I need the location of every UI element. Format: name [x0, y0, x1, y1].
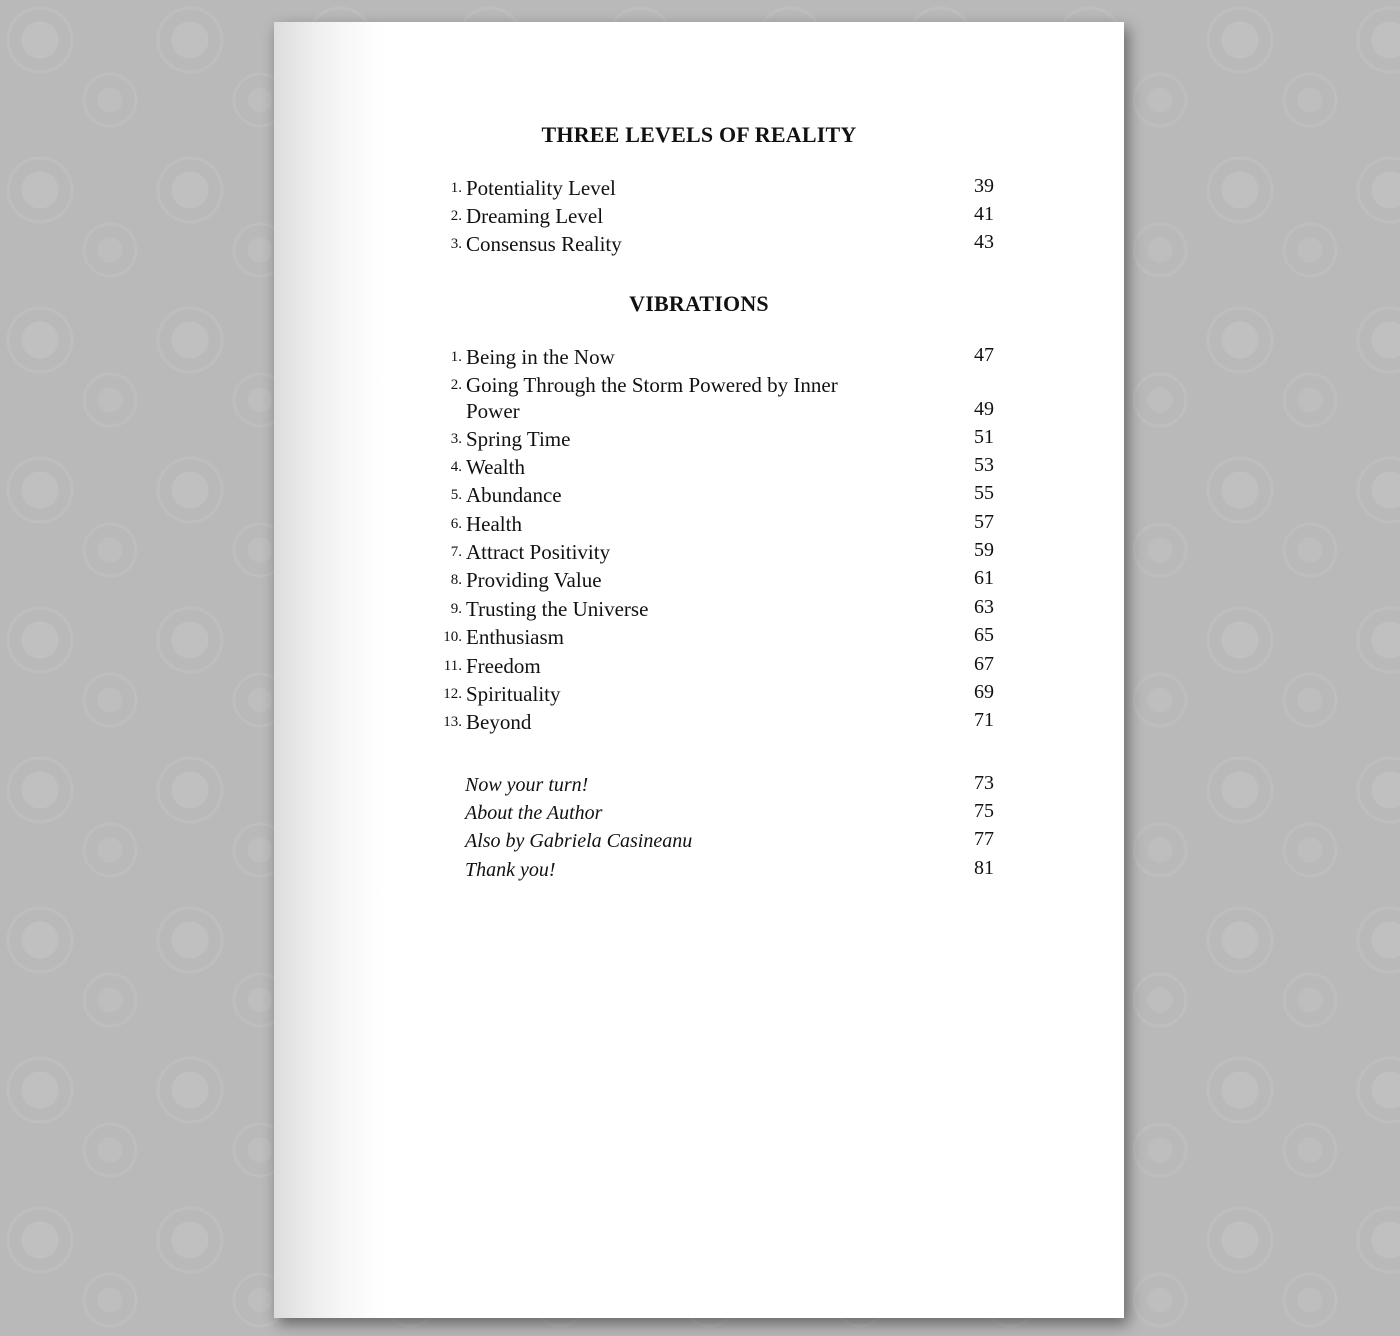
entry-number: 2.: [450, 377, 462, 393]
entry-title: Wealth: [466, 455, 525, 479]
entry-number: 9.: [450, 601, 462, 617]
entry-page-number: 61: [974, 567, 994, 589]
entry-title: Also by Gabriela Casineanu: [465, 830, 693, 852]
entry-number: 3.: [450, 236, 462, 252]
entry-number: 8.: [450, 572, 462, 588]
section-heading: VIBRATIONS: [629, 291, 769, 316]
entry-number: 1.: [450, 180, 462, 196]
entry-page-number: 77: [974, 828, 994, 850]
entry-title: Spring Time: [466, 427, 571, 451]
entry-page-number: 53: [974, 454, 994, 476]
entry-title: Consensus Reality: [466, 232, 622, 256]
entry-title: Going Through the Storm Powered by Inner Power: [466, 373, 838, 423]
entry-title: Freedom: [466, 654, 541, 678]
entry-title: Providing Value: [466, 568, 602, 592]
entry-page-number: 59: [974, 539, 994, 561]
entry-title: Abundance: [466, 483, 562, 507]
entry-number: 7.: [450, 544, 462, 560]
entry-page-number: 63: [974, 596, 994, 618]
entry-title: About the Author: [465, 802, 603, 824]
entry-page-number: 69: [974, 681, 994, 703]
entry-number: 5.: [450, 487, 462, 503]
entry-page-number: 49: [974, 398, 994, 420]
entry-page-number: 43: [974, 231, 994, 253]
entry-title: Now your turn!: [465, 774, 589, 796]
entry-number: 11.: [443, 658, 462, 674]
entry-title: Health: [466, 512, 522, 536]
entry-title: Dreaming Level: [466, 204, 604, 228]
entry-page-number: 67: [974, 653, 994, 675]
entry-page-number: 55: [974, 482, 994, 504]
entry-number: 3.: [450, 431, 462, 447]
entry-page-number: 41: [974, 203, 994, 225]
entry-page-number: 81: [974, 857, 994, 879]
entry-title: Trusting the Universe: [466, 597, 649, 621]
entry-page-number: 75: [974, 800, 994, 822]
entry-title: Being in the Now: [466, 345, 615, 369]
entry-page-number: 65: [974, 624, 994, 646]
entry-number: 13.: [443, 714, 462, 730]
entry-number: 4.: [450, 459, 462, 475]
book-page: [274, 22, 1124, 1318]
entry-number: 12.: [443, 686, 462, 702]
entry-title: Thank you!: [465, 859, 556, 881]
entry-page-number: 47: [974, 344, 994, 366]
entry-page-number: 73: [974, 772, 994, 794]
entry-title: Beyond: [466, 710, 532, 734]
entry-number: 6.: [450, 516, 462, 532]
entry-number: 2.: [450, 208, 462, 224]
entry-title: Spirituality: [466, 682, 561, 706]
entry-page-number: 39: [974, 175, 994, 197]
entry-title: Enthusiasm: [466, 625, 564, 649]
section-heading: THREE LEVELS OF REALITY: [541, 122, 857, 147]
entry-page-number: 71: [974, 709, 994, 731]
entry-number: 10.: [443, 629, 462, 645]
entry-number: 1.: [450, 349, 462, 365]
entry-title: Attract Positivity: [466, 540, 611, 564]
entry-title: Potentiality Level: [466, 176, 616, 200]
entry-page-number: 51: [974, 426, 994, 448]
entry-page-number: 57: [974, 511, 994, 533]
